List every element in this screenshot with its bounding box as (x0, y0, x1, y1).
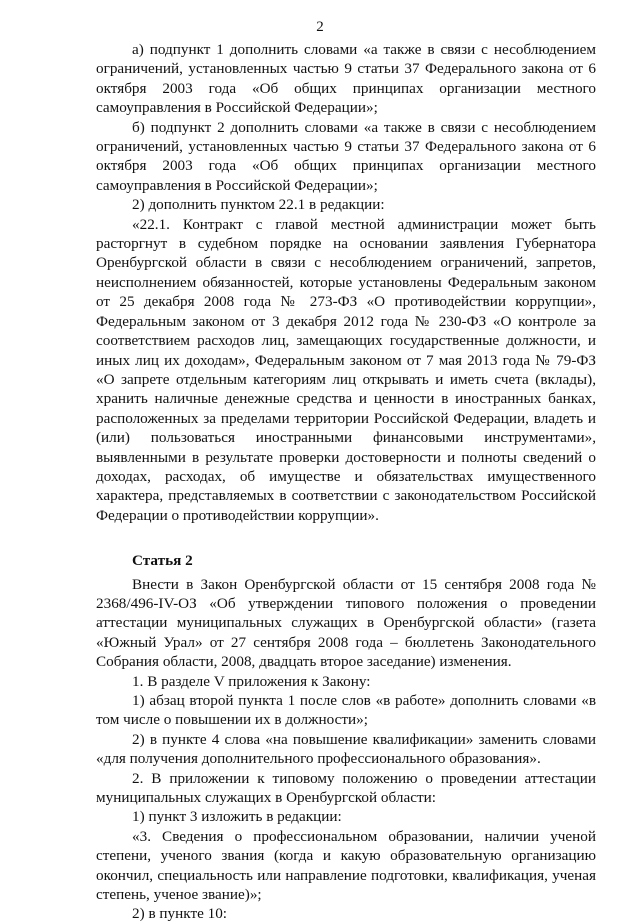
paragraph-22-1-text: «22.1. Контракт с главой местной администрации может быть расторгнут в судебном порядке на основании заявления Губернатора Оренбургской области в связи с несоблюдением ограничений, запретов, неисполнением обязанностей, которые установлены Федеральным законом от 25 декабря 2008 года № 273-ФЗ «О противодействии коррупции», Федеральным законом от 3 декабря 2012 года № 230-ФЗ «О контроле за соответствием расходов лиц, замещающих государственные должности, и иных лиц их доходам», Федеральным законом от 7 мая 2013 года № 79-ФЗ «О запрете отдельным категориям лиц открывать и иметь счета (вклады), хранить наличные денежные средства и ценности в иностранных банках, расположенных за пределами территории Российской Федерации, владеть и (или) пользоваться иностранными финансовыми инструментами», выявленными в результате проверки достоверности и полноты сведений о доходах, расходах, об имуществе и обязательствах имущественного характера, представляемых в соответствии с законодательством Российской Федерации о противодействии коррупции». (96, 215, 596, 524)
paragraph-amendment-b: б) подпункт 2 дополнить словами «а также в связи с несоблюдением ограничений, установленных частью 9 статьи 37 Федерального закона от 6 октября 2003 года «Об общих принципах организации местного самоуправления в Российской Федерации»; (96, 118, 596, 194)
paragraph-appendix: 2. В приложении к типовому положению о проведении аттестации муниципальных служащих в Оренбургской области: (96, 769, 596, 807)
paragraph-add-22-1: 2) дополнить пунктом 22.1 в редакции: (132, 196, 385, 214)
page-number: 2 (316, 19, 324, 35)
paragraph-section-v: 1. В разделе V приложения к Закону: (132, 672, 371, 690)
paragraph-point-3: 1) пункт 3 изложить в редакции: (132, 808, 342, 826)
paragraph-article-2-intro: Внести в Закон Оренбургской области от 15 сентября 2008 года № 2368/496-IV-ОЗ «Об утверждении типового положения о проведении аттестации муниципальных служащих в Оренбургской области» (газета «Южный Урал» от 27 сентября 2008 года – бюллетень Законодательного Собрания области, 2008, двадцать второе заседание) изменения. (96, 575, 596, 671)
paragraph-point-10: 2) в пункте 10: (132, 905, 228, 923)
paragraph-point-3-text: «3. Сведения о профессиональном образовании, наличии ученой степени, ученого звания (когда и какую образовательную организацию окончил, специальность или направление подготовки, квалификация, ученая степень, ученое звание)»; (96, 827, 596, 904)
article-2-heading: Статья 2 (132, 552, 193, 570)
document-body (96, 40, 596, 924)
paragraph-item-2: 2) в пункте 4 слова «на повышение квалификации» заменить словами «для получения дополнительного профессионального образования». (96, 730, 596, 768)
paragraph-amendment-a: а) подпункт 1 дополнить словами «а также в связи с несоблюдением ограничений, установленных частью 9 статьи 37 Федерального закона от 6 октября 2003 года «Об общих принципах организации местного самоуправления в Российской Федерации»; (96, 41, 596, 117)
paragraph-item-1: 1) абзац второй пункта 1 после слов «в работе» дополнить словами «в том числе о повышении их в должности»; (96, 692, 596, 729)
